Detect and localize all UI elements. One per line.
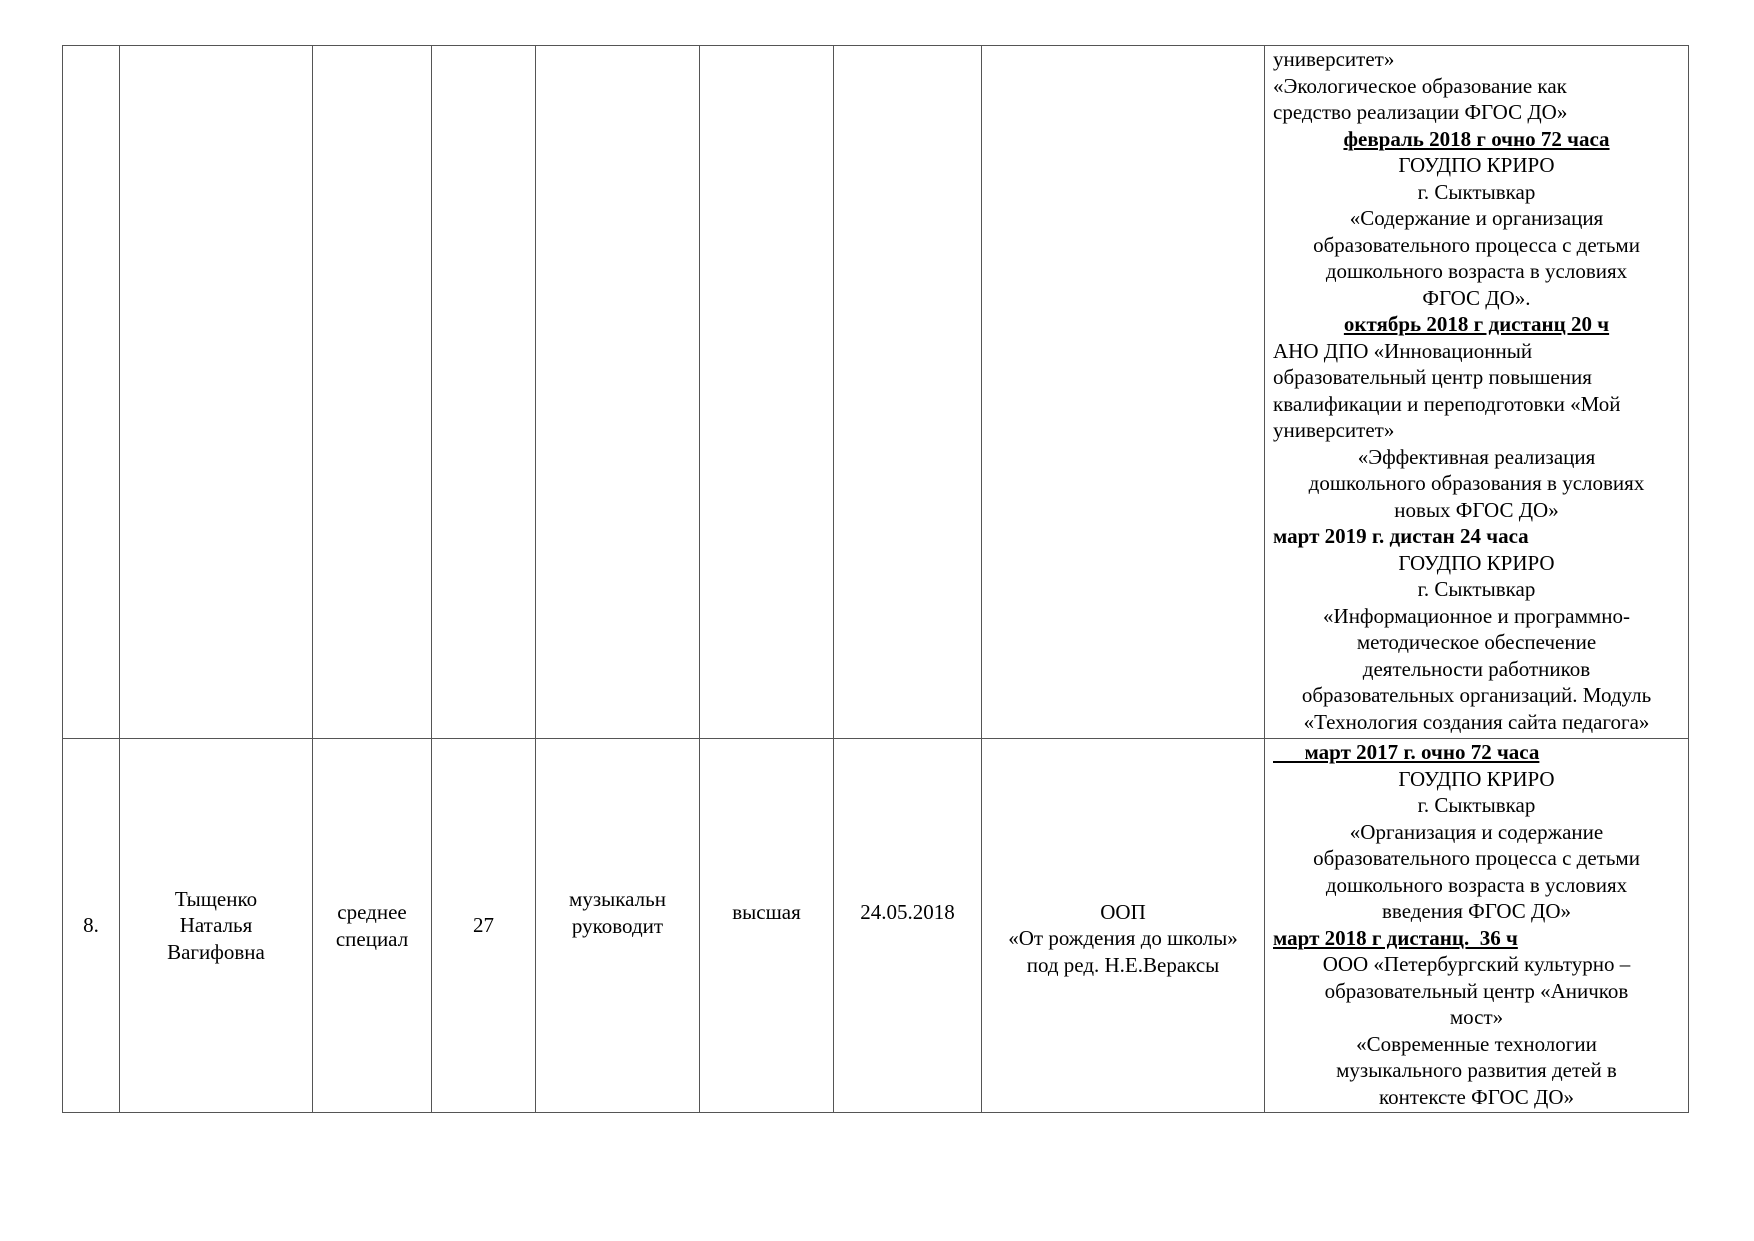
cell-education (313, 46, 432, 739)
table-row (63, 46, 1689, 739)
course-line: образовательного процесса с детьми (1313, 232, 1640, 257)
course-line: музыкального развития детей в (1336, 1058, 1617, 1082)
program-line: «От рождения до школы» (1008, 926, 1238, 951)
course-line: методическое обеспечение (1356, 630, 1597, 654)
cell-name (120, 739, 313, 1113)
cell-position (536, 739, 700, 1113)
staff-table (62, 45, 1689, 1113)
course-line: г. Сыктывкар (1417, 793, 1536, 817)
course-line: «Эффективная реализация (1357, 444, 1596, 469)
course-line: введения ФГОС ДО» (1381, 899, 1572, 923)
course-line: «Экологическое образование как (1273, 73, 1567, 98)
course-line: «Информационное и программно- (1323, 603, 1630, 628)
course-line: ООО «Петербургский культурно – (1322, 952, 1631, 976)
program-line: под ред. Н.Е.Вераксы (1026, 952, 1220, 977)
course-line: г. Сыктывкар (1417, 179, 1536, 204)
cell-program (982, 739, 1265, 1113)
cell-experience (432, 739, 536, 1113)
course-line: «Организация и содержание (1349, 819, 1604, 844)
date-value: 24.05.2018 (860, 900, 955, 925)
course-line: октябрь 2018 г дистанц 20 ч (1343, 312, 1610, 336)
course-line: март 2019 г. дистан 24 часа (1273, 524, 1529, 548)
course-line: образовательный центр «Аничков (1324, 978, 1629, 1003)
category-value: высшая (732, 900, 801, 925)
cell-date (834, 739, 982, 1113)
position-line: музыкальн (569, 887, 666, 911)
course-line: дошкольного возраста в условиях (1325, 872, 1628, 897)
course-line: ФГОС ДО». (1422, 285, 1531, 310)
course-line: март 2018 г дистанц. 36 ч (1273, 925, 1518, 950)
course-line: деятельности работников (1362, 656, 1591, 681)
table-row (63, 739, 1689, 1113)
course-line: «Современные технологии (1356, 1031, 1597, 1056)
course-line: «Содержание и организация (1349, 206, 1604, 230)
course-line: квалификации и переподготовки «Мой (1273, 391, 1621, 416)
course-line: новых ФГОС ДО» (1394, 497, 1559, 522)
cell-number: 8. (63, 739, 120, 1113)
course-line: дошкольного возраста в условиях (1325, 259, 1628, 283)
course-line: ГОУДПО КРИРО (1398, 550, 1555, 575)
name-line: Тыщенко (174, 886, 258, 911)
cell-program (982, 46, 1265, 739)
cell-experience (432, 46, 536, 739)
course-line: университет» (1273, 418, 1395, 442)
course-line: образовательных организаций. Модуль (1301, 683, 1652, 707)
course-line: АНО ДПО «Инновационный (1273, 338, 1533, 363)
position-line: руководит (571, 913, 664, 938)
cell-courses (1265, 739, 1689, 1113)
course-line: контексте ФГОС ДО» (1379, 1084, 1574, 1109)
course-line: образовательного процесса с детьми (1313, 846, 1640, 870)
name-line: Наталья (179, 913, 253, 938)
course-line: ГОУДПО КРИРО (1398, 153, 1555, 177)
course-line: «Технология создания сайта педагога» (1303, 709, 1650, 734)
course-line: дошкольного образования в условиях (1308, 471, 1645, 495)
course-line: образовательный центр повышения (1273, 365, 1592, 389)
course-line: университет» (1273, 47, 1395, 71)
education-line: среднее (337, 900, 407, 924)
course-line: март 2017 г. очно 72 часа (1273, 740, 1540, 764)
course-line: г. Сыктывкар (1417, 577, 1536, 601)
course-line: февраль 2018 г очно 72 часа (1343, 126, 1610, 151)
course-line: мост» (1449, 1005, 1504, 1029)
program-line: ООП (1100, 899, 1146, 924)
education-line: специал (335, 926, 409, 951)
experience-value: 27 (473, 913, 494, 938)
course-line: средство реализации ФГОС ДО» (1273, 100, 1568, 124)
cell-courses (1265, 46, 1689, 739)
cell-position (536, 46, 700, 739)
cell-category (700, 739, 834, 1113)
name-line: Вагифовна (167, 939, 265, 964)
cell-education (313, 739, 432, 1113)
cell-number (63, 46, 120, 739)
cell-category (700, 46, 834, 739)
cell-name (120, 46, 313, 739)
cell-date (834, 46, 982, 739)
course-line: ГОУДПО КРИРО (1398, 766, 1555, 791)
